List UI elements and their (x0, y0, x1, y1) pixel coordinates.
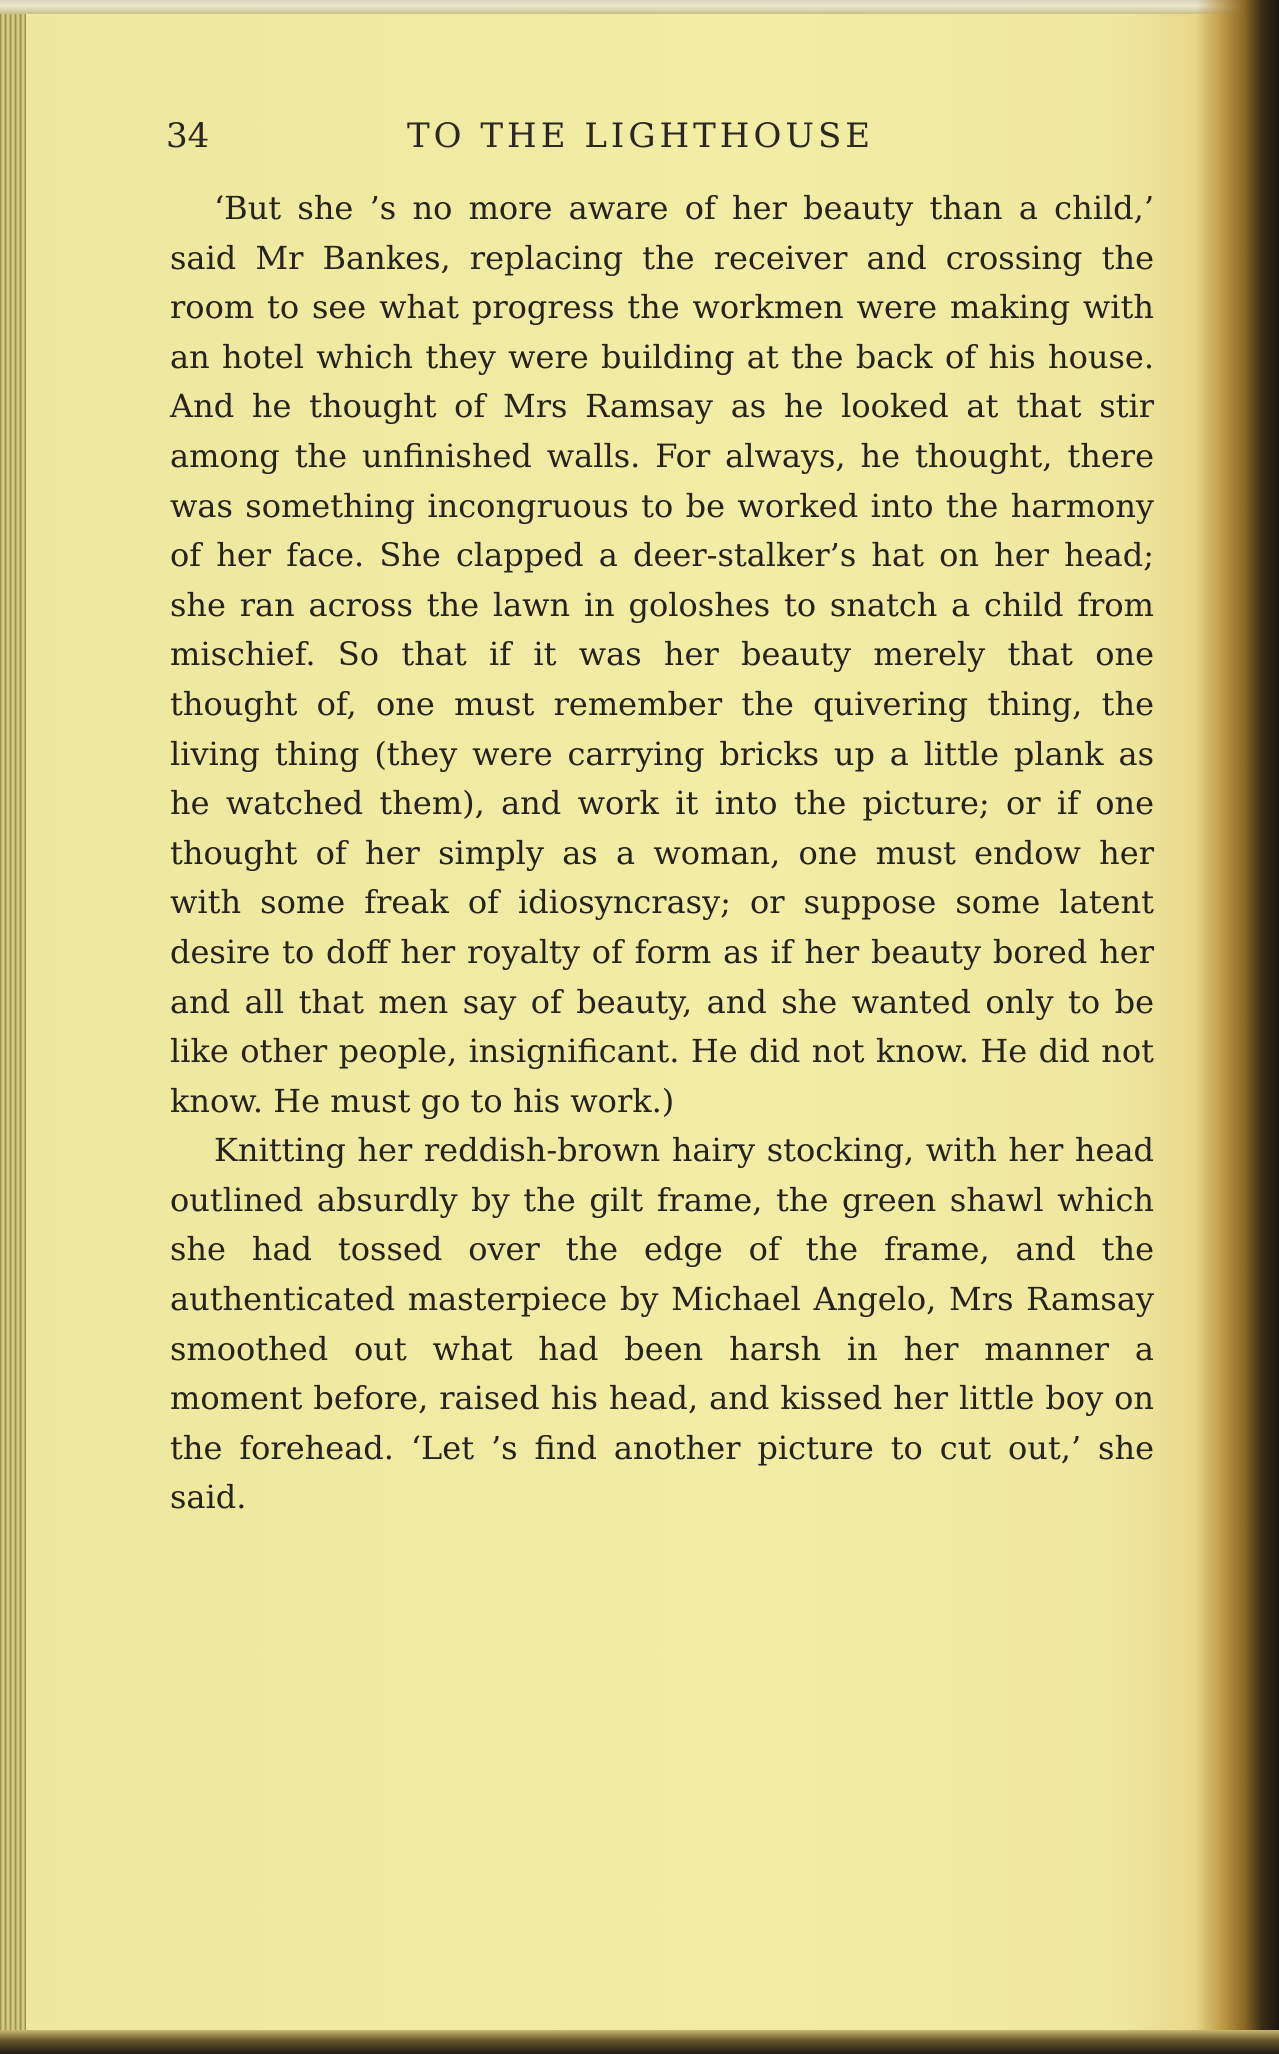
stacked-page-edges (0, 0, 26, 2054)
bottom-page-edge (0, 2030, 1279, 2054)
running-head: TO THE LIGHTHOUSE (407, 116, 875, 156)
paragraph: ‘But she ’s no more aware of her beauty than a child,’ said Mr Bankes, replacing the receiver and crossing the room to see what progress the workmen were making with an hotel which they were building at the back of his house. And he thought of Mrs Ramsay as he looked at that stir among the unfinished walls. For always, he thought, there was something incongruous to be worked into the harmony of her face. She clapped a deer-stalker’s hat on her head; she ran across the lawn in goloshes to snatch a child from mischief. So that if it was her beauty merely that one thought of, one must remember the quivering thing, the living thing (they were carrying bricks up a little plank as he watched them), and work it into the picture; or if one thought of her simply as a woman, one must endow her with some freak of idiosyncrasy; or suppose some latent desire to doff her royalty of form as if her beauty bored her and all that men say of beauty, and she wanted only to be like other people, insignificant. He did not know. He did not know. He must go to his work.) (170, 189, 1154, 1120)
page-number: 34 (166, 116, 210, 156)
page-header (166, 116, 1156, 176)
paragraph: Knitting her reddish-brown hairy stocking, with her head outlined absurdly by the gilt frame, the green shawl which she had tossed over the edge of the frame, and the authenticated masterpiece by Michael Angelo, Mrs Ramsay smoothed out what had been harsh in her manner a moment before, raised his head, and kissed her little boy on the forehead. ‘Let ’s find another picture to cut out,’ she said. (170, 1131, 1154, 1517)
book-gutter-shadow (1196, 0, 1279, 2054)
top-page-edge (0, 0, 1279, 14)
text-body (170, 184, 1154, 1523)
